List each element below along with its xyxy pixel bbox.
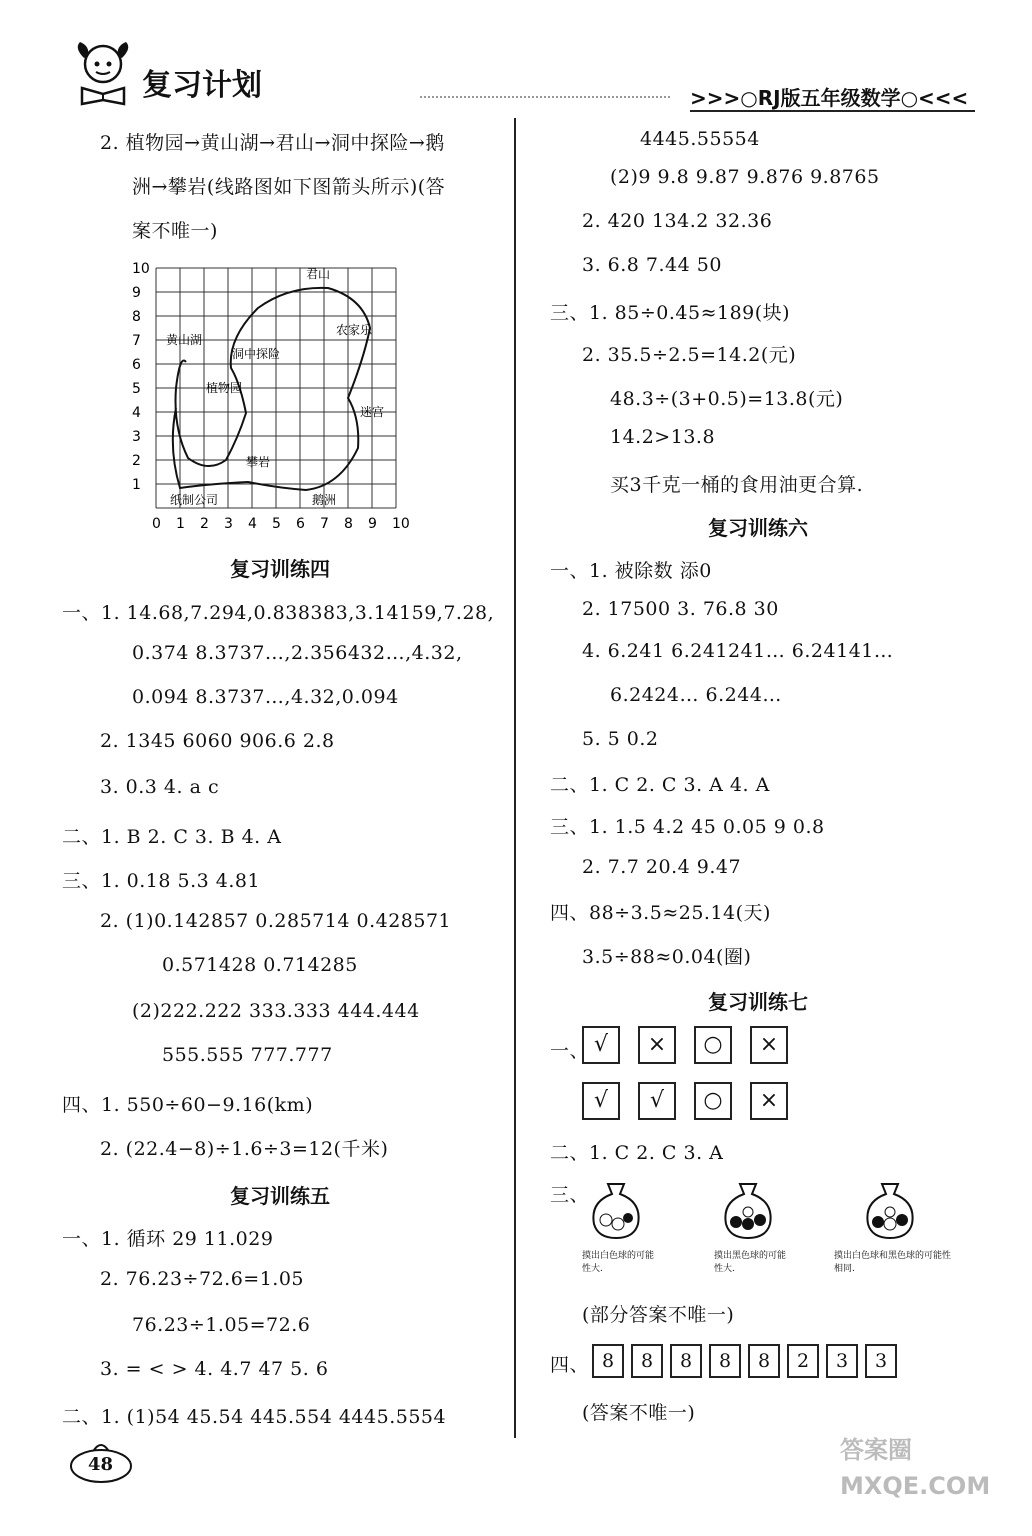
map-label-zhizhi: 纸制公司: [170, 493, 219, 507]
s6-line-7: 三、1. 1.5 4.2 45 0.05 9 0.8: [550, 816, 825, 838]
y-tick-label: 9: [132, 285, 141, 301]
answer-box: ×: [750, 1082, 788, 1120]
x-tick-label: 7: [320, 516, 329, 532]
bag-mixed-icon: [860, 1180, 920, 1240]
map-label-ezhou: 鹅洲: [312, 493, 337, 507]
s6-line-10: 3.5÷88≈0.04(圈): [582, 946, 752, 968]
r-line-7: 48.3÷(3+0.5)=13.8(元): [610, 388, 844, 410]
column-divider: [514, 118, 516, 1438]
digit-box: 2: [787, 1344, 819, 1378]
section-title-6: 复习训练六: [708, 516, 808, 540]
digit-box: 8: [748, 1344, 780, 1378]
s7-line-4: (部分答案不唯一): [582, 1304, 735, 1326]
answer-box: ×: [750, 1026, 788, 1064]
s4-line-6: 二、1. B 2. C 3. B 4. A: [62, 826, 282, 848]
digit-box: 8: [592, 1344, 624, 1378]
answer-box: √: [638, 1082, 676, 1120]
s4-line-13: 2. (22.4−8)÷1.6÷3=12(千米): [100, 1138, 389, 1160]
mascot-icon: [72, 40, 134, 106]
digit-box: 8: [670, 1344, 702, 1378]
x-tick-label: 9: [368, 516, 377, 532]
section-title-5: 复习训练五: [230, 1184, 330, 1208]
map-label-zhiwuyuan: 植物园: [206, 381, 243, 395]
s4-line-9: 0.571428 0.714285: [162, 954, 358, 976]
digit-boxes: [592, 1344, 904, 1378]
section-title-4: 复习训练四: [230, 557, 330, 581]
s4-line-12: 四、1. 550÷60−9.16(km): [62, 1094, 314, 1116]
map-label-junshan: 君山: [306, 267, 331, 281]
r-line-2: (2)9 9.8 9.87 9.876 9.8765: [610, 166, 880, 188]
digit-box: 8: [709, 1344, 741, 1378]
answer-box: ○: [694, 1082, 732, 1120]
watermark: 答案圈 MXQE.COM: [840, 1436, 991, 1500]
answer-box: √: [582, 1082, 620, 1120]
s5-line-5: 二、1. (1)54 45.54 445.554 4445.5554: [62, 1406, 447, 1428]
x-tick-label: 0: [152, 516, 161, 532]
r-line-4: 3. 6.8 7.44 50: [582, 254, 722, 276]
r-line-9: 买3千克一桶的食用油更合算.: [610, 474, 864, 496]
answer-box: ×: [638, 1026, 676, 1064]
s4-line-11: 555.555 777.777: [162, 1044, 333, 1066]
x-tick-label: 6: [296, 516, 305, 532]
y-tick-label: 1: [132, 477, 141, 493]
bag-white-icon: [586, 1180, 646, 1240]
y-tick-label: 4: [132, 405, 141, 421]
s4-line-7: 三、1. 0.18 5.3 4.81: [62, 870, 261, 892]
y-tick-label: 2: [132, 453, 141, 469]
route-map: [128, 258, 418, 538]
s7-line-2: 二、1. C 2. C 3. A: [550, 1142, 724, 1164]
s5-line-1: 一、1. 循环 29 11.029: [62, 1228, 274, 1250]
r-line-6: 2. 35.5÷2.5=14.2(元): [582, 344, 797, 366]
s7-boxes-row-2: [582, 1082, 806, 1120]
route-line-1: 2. 植物园→黄山湖→君山→洞中探险→鹅: [100, 132, 445, 154]
s6-line-6: 二、1. C 2. C 3. A 4. A: [550, 774, 770, 796]
r-line-1: 4445.55554: [640, 128, 760, 150]
s6-line-4: 6.2424… 6.244…: [610, 684, 782, 706]
s4-line-8: 2. (1)0.142857 0.285714 0.428571: [100, 910, 452, 932]
y-tick-label: 6: [132, 357, 141, 373]
s6-line-9: 四、88÷3.5≈25.14(天): [550, 902, 771, 924]
s7-prefix-1: 一、: [550, 1040, 590, 1062]
map-label-migong: 迷宫: [360, 405, 385, 419]
map-label-nongjiale: 农家乐: [336, 323, 373, 337]
x-tick-label: 1: [176, 516, 185, 532]
answer-box: √: [582, 1026, 620, 1064]
s6-line-8: 2. 7.7 20.4 9.47: [582, 856, 742, 878]
s7-line-6: (答案不唯一): [582, 1402, 696, 1424]
y-tick-label: 10: [132, 261, 150, 277]
s4-line-1: 一、1. 14.68,7.294,0.838383,3.14159,7.28,: [62, 602, 495, 624]
s6-line-5: 5. 5 0.2: [582, 728, 659, 750]
digit-box: 3: [865, 1344, 897, 1378]
page-number: 48: [88, 1454, 114, 1475]
y-tick-label: 5: [132, 381, 141, 397]
section-title-7: 复习训练七: [708, 990, 808, 1014]
bag-black-icon: [718, 1180, 778, 1240]
s4-line-5: 3. 0.3 4. a c: [100, 776, 220, 798]
digit-box: 8: [631, 1344, 663, 1378]
s6-line-1: 一、1. 被除数 添0: [550, 560, 712, 582]
r-line-3: 2. 420 134.2 32.36: [582, 210, 773, 232]
answer-box: ○: [694, 1026, 732, 1064]
x-tick-label: 3: [224, 516, 233, 532]
s5-line-4: 3. = < > 4. 4.7 47 5. 6: [100, 1358, 329, 1380]
bag-caption-3: 摸出白色球和黑色球的可能性相同.: [834, 1251, 952, 1274]
s7-line-5: 四、: [550, 1354, 590, 1376]
header-subtitle: >>>○RJ版五年级数学○<<<: [690, 86, 969, 110]
map-label-panyan: 攀岩: [246, 455, 271, 469]
s5-line-2: 2. 76.23÷72.6=1.05: [100, 1268, 305, 1290]
map-label-huangshanhu: 黄山湖: [166, 333, 203, 347]
x-tick-label: 5: [272, 516, 281, 532]
x-tick-label: 8: [344, 516, 353, 532]
header-rule: [420, 96, 670, 99]
s4-line-10: (2)222.222 333.333 444.444: [132, 1000, 420, 1022]
s4-line-2: 0.374 8.3737…,2.356432…,4.32,: [132, 642, 463, 664]
x-tick-label: 4: [248, 516, 257, 532]
y-tick-label: 3: [132, 429, 141, 445]
s5-line-3: 76.23÷1.05=72.6: [132, 1314, 311, 1336]
map-label-dongzhong: 洞中探险: [232, 347, 281, 361]
s6-line-2: 2. 17500 3. 76.8 30: [582, 598, 779, 620]
s7-boxes-row-1: [582, 1026, 806, 1064]
header-underline: [690, 110, 975, 112]
y-tick-label: 8: [132, 309, 141, 325]
route-line-2: 洲→攀岩(线路图如下图箭头所示)(答: [132, 176, 446, 198]
y-tick-label: 7: [132, 333, 141, 349]
x-tick-label: 10: [392, 516, 410, 532]
r-line-5: 三、1. 85÷0.45≈189(块): [550, 302, 791, 324]
digit-box: 3: [826, 1344, 858, 1378]
s6-line-3: 4. 6.241 6.241241… 6.24141…: [582, 640, 894, 662]
r-line-8: 14.2>13.8: [610, 426, 716, 448]
route-line-3: 案不唯一): [132, 220, 218, 242]
s7-line-3: 三、: [550, 1184, 590, 1206]
x-tick-label: 2: [200, 516, 209, 532]
bag-caption-1: 摸出白色球的可能性大.: [582, 1251, 655, 1274]
s4-line-3: 0.094 8.3737…,4.32,0.094: [132, 686, 399, 708]
s4-line-4: 2. 1345 6060 906.6 2.8: [100, 730, 335, 752]
header-title: 复习计划: [142, 68, 262, 103]
bag-caption-2: 摸出黑色球的可能性大.: [714, 1251, 787, 1274]
